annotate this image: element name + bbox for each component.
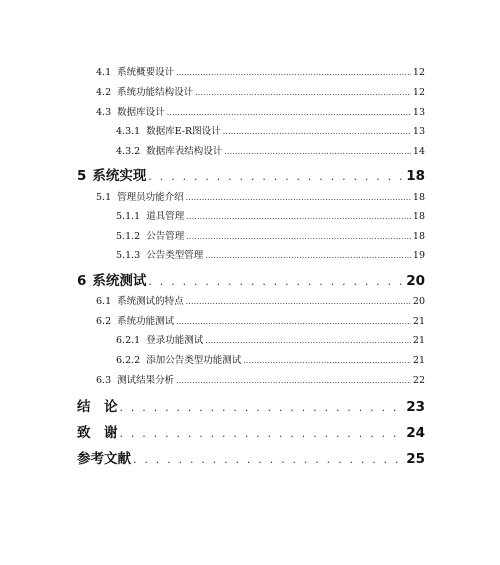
- toc-number: 5: [77, 168, 87, 184]
- toc-leader: [120, 401, 405, 414]
- toc-page-number: 23: [406, 399, 425, 415]
- toc-entry[interactable]: [116, 228, 425, 242]
- toc-title: 系统功能结构设计: [117, 87, 194, 98]
- toc-number: 6.2: [96, 316, 112, 327]
- toc-leader: [205, 251, 411, 260]
- toc-leader: [148, 275, 404, 288]
- toc-title: 结 论: [77, 399, 118, 415]
- toc-number: 5.1: [96, 192, 112, 203]
- toc-entry[interactable]: [116, 247, 425, 261]
- toc-page-number: 22: [412, 375, 425, 386]
- toc-entry[interactable]: [96, 293, 425, 307]
- toc-title: 添加公告类型功能测试: [146, 355, 242, 366]
- toc-entry[interactable]: [96, 104, 425, 118]
- toc-title: 致 谢: [77, 425, 118, 441]
- toc-number: 4.3.1: [116, 126, 141, 137]
- toc-chapter-entry[interactable]: [77, 395, 425, 415]
- toc-leader: [186, 212, 411, 221]
- toc-leader: [148, 170, 404, 183]
- toc-title: 登录功能测试: [146, 335, 204, 346]
- toc-number: 5.1.2: [116, 231, 141, 242]
- toc-entry[interactable]: [116, 123, 425, 137]
- toc-page-number: 14: [412, 146, 425, 157]
- toc-number: 4.3.2: [116, 146, 141, 157]
- toc-title: 数据库表结构设计: [146, 146, 223, 157]
- toc-leader: [224, 147, 411, 156]
- toc-number: 5.1.1: [116, 211, 141, 222]
- toc-title: 管理员功能介绍: [117, 192, 184, 203]
- toc-number: 6: [77, 273, 87, 289]
- toc-entry[interactable]: [116, 143, 425, 157]
- toc-page-number: 12: [412, 67, 425, 78]
- toc-chapter-entry[interactable]: [77, 269, 425, 289]
- toc-leader: [243, 356, 411, 365]
- toc-title: 系统功能测试: [117, 316, 175, 327]
- toc-leader: [223, 127, 411, 136]
- toc-entry[interactable]: [96, 84, 425, 98]
- toc-leader: [186, 232, 411, 241]
- toc-page-number: 13: [412, 107, 425, 118]
- toc-title: 数据库设计: [117, 107, 165, 118]
- toc-chapter-entry[interactable]: [77, 164, 425, 184]
- toc-title: 系统测试: [92, 273, 147, 289]
- toc-entry[interactable]: [116, 332, 425, 346]
- toc-page-number: 21: [412, 355, 425, 366]
- toc-title: 系统概要设计: [117, 67, 175, 78]
- toc-entry[interactable]: [116, 208, 425, 222]
- toc-page-number: 20: [406, 273, 425, 289]
- toc-number: 6.2.1: [116, 335, 141, 346]
- toc-title: 系统测试的特点: [117, 296, 184, 307]
- toc-page-number: 20: [412, 296, 425, 307]
- toc-title: 公告类型管理: [146, 250, 204, 261]
- toc-entry[interactable]: [96, 313, 425, 327]
- toc-title: 测试结果分析: [117, 375, 175, 386]
- toc-title: 道具管理: [146, 211, 185, 222]
- toc-title: 系统实现: [92, 168, 147, 184]
- toc-leader: [176, 317, 411, 326]
- toc-number: 5.1.3: [116, 250, 141, 261]
- toc-page-number: 18: [412, 192, 425, 203]
- toc-page-number: 18: [406, 168, 425, 184]
- toc-chapter-entry[interactable]: [77, 421, 425, 441]
- toc-number: 4.1: [96, 67, 112, 78]
- toc-number: 6.2.2: [116, 355, 141, 366]
- toc-leader: [176, 68, 411, 77]
- toc-entry[interactable]: [96, 64, 425, 78]
- toc-page-number: 25: [406, 451, 425, 467]
- toc-number: 6.3: [96, 375, 112, 386]
- toc-leader: [205, 336, 411, 345]
- toc-leader: [186, 193, 411, 202]
- toc-page-number: 21: [412, 335, 425, 346]
- toc-page-number: 21: [412, 316, 425, 327]
- toc-page-number: 12: [412, 87, 425, 98]
- toc-page-number: 13: [412, 126, 425, 137]
- toc-leader: [133, 453, 404, 466]
- toc-title: 数据库E-R图设计: [146, 126, 221, 137]
- toc-entry[interactable]: [116, 352, 425, 366]
- toc-entry[interactable]: [96, 372, 425, 386]
- toc-leader: [167, 108, 411, 117]
- toc-number: 6.1: [96, 296, 112, 307]
- toc-number: 4.3: [96, 107, 112, 118]
- toc-title: 参考文献: [77, 451, 131, 467]
- toc-chapter-entry[interactable]: [77, 447, 425, 467]
- toc-leader: [186, 297, 411, 306]
- toc-leader: [195, 88, 411, 97]
- toc-number: 4.2: [96, 87, 112, 98]
- toc-page-number: 24: [406, 425, 425, 441]
- toc-leader: [176, 376, 411, 385]
- toc-title: 公告管理: [146, 231, 185, 242]
- toc-page-number: 19: [412, 250, 425, 261]
- toc-leader: [120, 427, 405, 440]
- toc-page-number: 18: [412, 231, 425, 242]
- toc-page-number: 18: [412, 211, 425, 222]
- toc-entry[interactable]: [96, 189, 425, 203]
